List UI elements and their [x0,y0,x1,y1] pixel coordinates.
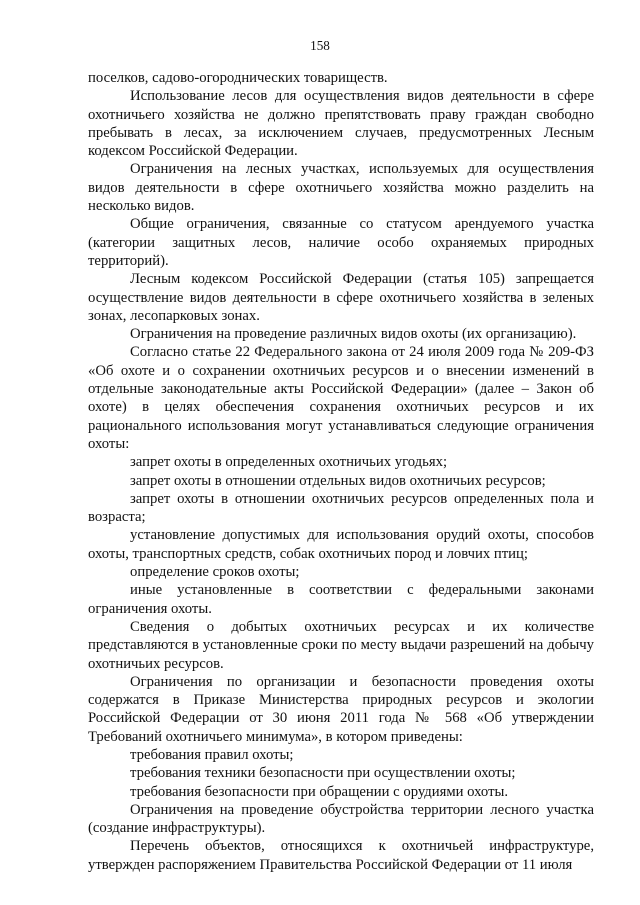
paragraph-restriction-types: Ограничения на лесных участках, используемых для осуществления видов деятельности в сфере охотничьего хозяйства можно разделить на несколько видов. [88,161,594,215]
paragraph-hunting-restrictions-heading: Ограничения на проведение различных видов охоты (их организацию). [130,326,577,343]
page-number: 158 [310,38,330,53]
list-item-ban-by-sex-age: запрет охоты в отношении охотничьих ресурсов определенных пола и возраста; [88,490,594,526]
paragraph-federal-law-209: Согласно статье 22 Федерального закона от 24 июля 2009 года № 209-ФЗ «Об охоте и о сохранении охотничьих ресурсов и о внесении изменений в отдельные законодательные акты Российской Федерации» (далее – Закон об охоте) в целях обеспечения сохранения охотничьих ресурсов и их рационального использования могут устанавливаться следующие ограничения охоты: [88,344,594,452]
list-item-hunting-seasons: определение сроков охоты; [130,564,300,581]
paragraph-safety-order-568: Ограничения по организации и безопасности проведения охоты содержатся в Приказе Министерства природных ресурсов и экологии Российской Федерации от 30 июня 2011 года № 568 «Об утверждении Требований охотничьего минимума», в котором приведены: [88,673,594,745]
list-item-other-restrictions: иные установленные в соответствии с федеральными законами ограничения охоты. [88,582,594,617]
paragraph-general-restrictions: Общие ограничения, связанные со статусом арендуемого участка (категории защитных лесов, наличие особо охраняемых природных территорий). [88,216,594,269]
paragraph-forest-use: Использование лесов для осуществления видов деятельности в сфере охотничьего хозяйства не должно препятствовать праву граждан свободно пребывать в лесах, за исключением случаев, предусмотренных Лесным кодексом Российской Федерации. [88,88,594,160]
list-item-safety-techniques: требования техники безопасности при осуществлении охоты; [130,765,516,782]
list-item-weapon-safety: требования безопасности при обращении с орудиями охоты. [130,783,509,800]
list-item-hunting-rules: требования правил охоты; [130,746,294,763]
paragraph-settlements-continuation: поселков, садово-огороднических товариществ. [88,70,388,86]
paragraph-infrastructure-list: Перечень объектов, относящихся к охотничьей инфраструктуре, утвержден распоряжением Правительства Российской Федерации от 11 июля [88,838,594,873]
document-body [88,69,594,874]
list-item-allowed-tools: установление допустимых для использования орудий охоты, способов охоты, транспортных средств, собак охотничьих пород и ловчих птиц; [88,527,594,562]
paragraph-harvest-reporting: Сведения о добытых охотничьих ресурсах и их количестве представляются в установленные сроки по месту выдачи разрешений на добычу охотничьих ресурсов. [88,618,594,672]
list-item-ban-in-grounds: запрет охоты в определенных охотничьих угодьях; [130,454,448,471]
list-item-ban-by-species: запрет охоты в отношении отдельных видов охотничьих ресурсов; [130,472,546,489]
paragraph-infrastructure-restrictions: Ограничения на проведение обустройства территории лесного участка (создание инфраструктуры). [88,801,594,837]
paragraph-forest-code-article-105: Лесным кодексом Российской Федерации (статья 105) запрещается осуществление видов деятельности в сфере охотничьего хозяйства в зеленых зонах, лесопарковых зонах. [88,271,594,324]
